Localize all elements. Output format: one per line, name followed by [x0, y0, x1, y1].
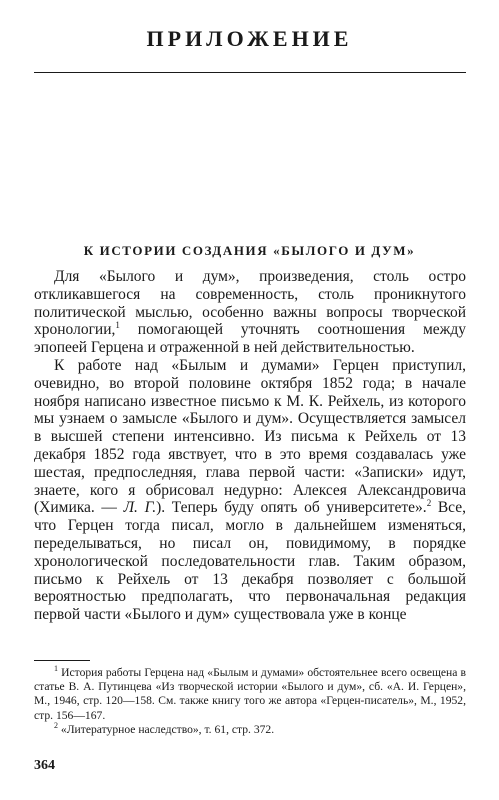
paragraph-2	[34, 357, 466, 624]
footnote-rule	[34, 660, 90, 661]
page-number: 364	[34, 758, 55, 773]
page-header-title: ПРИЛОЖЕНИЕ	[146, 26, 353, 51]
header-rule	[34, 72, 466, 73]
footnote-1-text: История работы Герцена над «Былым и думами» обстоятельнее всего освещена в статье В. А. Путинцева «Из творческой истории «Былого и дум», сб. «А. И. Герцен», М., 1946, стр. 120—158. См. также книгу того же автора «Герцен-писатель», М., 1952, стр. 156—167.	[34, 666, 466, 722]
paragraph-2-text-b: ). Теперь буду опять об университете».	[156, 499, 427, 517]
footnote-2-number: 2	[54, 720, 58, 730]
section-title: К ИСТОРИИ СОЗДАНИЯ «БЫЛОГО И ДУМ»	[83, 243, 416, 258]
footnote-ref-2: 2	[426, 498, 432, 509]
footnote-2-text: «Литературное наследство», т. 61, стр. 372.	[58, 722, 275, 736]
paragraph-1	[34, 268, 466, 357]
footnote-1-number: 1	[54, 664, 58, 674]
footnote-ref-1: 1	[115, 320, 120, 331]
footnotes	[34, 666, 466, 737]
footnote-1	[34, 666, 466, 723]
paragraph-2-text-c: Все, что Герцен тогда писал, могло в дальнейшем изменяться, переделываться, но писал он, повидимому, в порядке хронологической последовательности глав. Таким образом, письмо к Рейхель от 13 декабря позволяет с большой вероятностью предполагать, что первоначальная редакция первой части «Былого и дум» существовала уже в конце	[34, 499, 466, 624]
paragraph-1-text-b: помогающей уточнять соотношения между эпопеей Герцена и отраженной в ней действительностью.	[34, 321, 466, 357]
paragraph-1-text-a: Для «Былого и дум», произведения, столь остро откликавшегося на современность, столь проникнутого политической мыслью, особенно важны вопросы творческой хронологии,	[34, 268, 466, 339]
paragraph-2-text-a: К работе над «Былым и думами» Герцен приступил, очевидно, во второй половине октября 1852 года; в начале ноября написано известное письмо к М. К. Рейхель, из которого мы узнаем о замысле «Былого и дум». Осуществляется замысел в высшей степени интенсивно. Из письма к Рейхель от 13 декабря 1852 года явствует, что в это время создавалась уже шестая, предпоследняя, глава первой части: «Записки» идут, знаете, кого я обрисовал недурно: Алексея Александровича (Химика. —	[34, 356, 466, 517]
footnote-2	[34, 720, 466, 737]
body-text	[34, 268, 466, 624]
paragraph-2-initials: Л. Г.	[123, 499, 157, 517]
